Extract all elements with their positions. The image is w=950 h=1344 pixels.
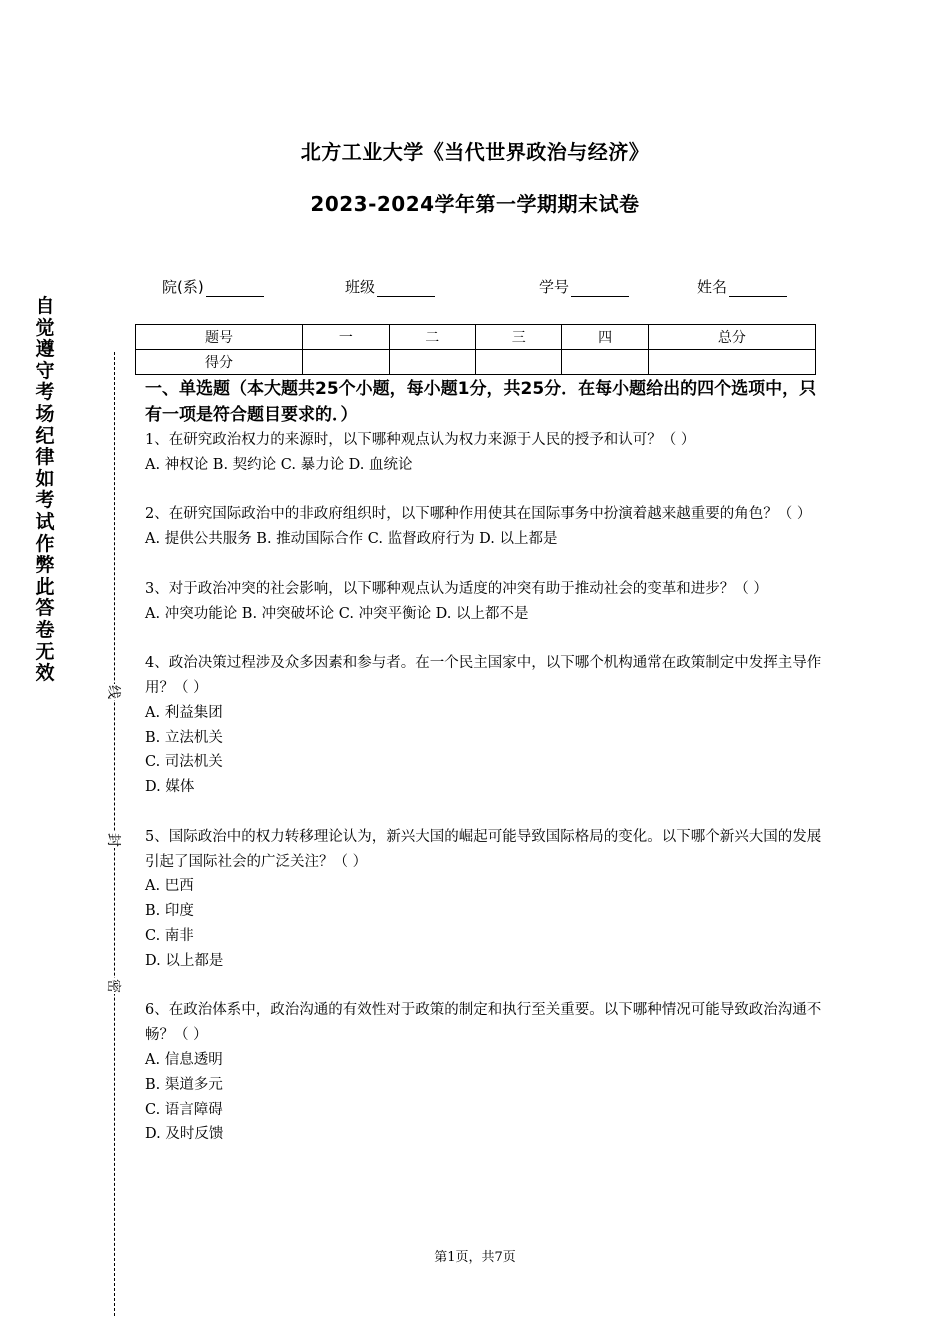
name-field[interactable] [697,276,787,297]
score-table [135,324,816,375]
question-stem: 5、国际政治中的权力转移理论认为，新兴大国的崛起可能导致国际格局的变化。以下哪个新兴大国的发展引起了国际社会的广泛关注？（ ） [145,828,822,870]
department-label: 院(系) [162,278,204,296]
question-5 [145,825,825,974]
question-options[interactable]: A. 冲突功能论 B. 冲突破坏论 C. 冲突平衡论 D. 以上都不是 [145,605,529,622]
question-stem: 6、在政治体系中，政治沟通的有效性对于政策的制定和执行至关重要。以下哪种情况可能导致政治沟通不畅？（ ） [145,1002,822,1044]
score-header-cell: 题号 [136,325,303,350]
option-b[interactable]: B. 印度 [145,903,194,920]
score-header-cell: 二 [389,325,475,350]
score-cell[interactable] [303,350,389,375]
option-d[interactable]: D. 及时反馈 [145,1126,224,1143]
question-6 [145,998,825,1147]
score-cell[interactable] [562,350,648,375]
binding-notice: 自觉遵守考场纪律如考试作弊此答卷无效 [35,295,55,685]
page-footer: 第1页，共7页 [434,1250,516,1265]
question-3 [145,577,825,627]
score-table-score-row [136,350,816,375]
option-a[interactable]: A. 信息透明 [145,1051,223,1068]
question-options[interactable]: A. 神权论 B. 契约论 C. 暴力论 D. 血统论 [145,456,413,473]
student-info-row [0,276,950,300]
score-header-cell: 三 [475,325,561,350]
class-label: 班级 [345,278,376,296]
department-blank[interactable] [206,280,264,297]
question-stem: 1、在研究政治权力的来源时，以下哪种观点认为权力来源于人民的授予和认可？（ ） [145,432,696,448]
option-a[interactable]: A. 利益集团 [145,704,223,721]
question-stem: 4、政治决策过程涉及众多因素和参与者。在一个民主国家中，以下哪个机构通常在政策制定中发挥主导作用？（ ） [145,655,822,696]
question-stem: 3、对于政治冲突的社会影响，以下哪种观点认为适度的冲突有助于推动社会的变革和进步？（ ） [145,580,768,597]
name-blank[interactable] [729,280,787,297]
exam-title-line1: 北方工业大学《当代世界政治与经济》 [300,140,650,164]
option-c[interactable]: C. 语言障碍 [145,1101,223,1118]
option-b[interactable]: B. 立法机关 [145,729,223,746]
question-stem: 2、在研究国际政治中的非政府组织时，以下哪种作用使其在国际事务中扮演着越来越重要的角色？（ ） [145,506,812,523]
question-options[interactable]: A. 提供公共服务 B. 推动国际合作 C. 监督政府行为 D. 以上都是 [145,531,558,548]
name-label: 姓名 [697,278,728,296]
class-field[interactable] [345,276,435,297]
binding-mark-close: 密 [104,978,124,994]
score-cell[interactable] [648,350,815,375]
binding-mark-seal: 封 [104,832,124,848]
score-header-cell: 一 [303,325,389,350]
exam-content [145,376,825,1147]
student-id-blank[interactable] [571,280,629,297]
question-2 [145,502,825,552]
class-blank[interactable] [377,280,435,297]
score-cell[interactable] [389,350,475,375]
question-1 [145,428,825,478]
score-header-cell: 四 [562,325,648,350]
score-header-cell: 总分 [648,325,815,350]
option-d[interactable]: D. 媒体 [145,779,195,796]
score-row-label: 得分 [136,350,303,375]
option-a[interactable]: A. 巴西 [145,878,194,895]
department-field[interactable] [162,276,264,297]
option-d[interactable]: D. 以上都是 [145,952,224,969]
section-heading: 一、单选题（本大题共25个小题，每小题1分，共25分．在每小题给出的四个选项中，只有一项是符合题目要求的．） [145,379,817,425]
student-id-label: 学号 [539,278,570,296]
option-c[interactable]: C. 司法机关 [145,754,223,771]
option-b[interactable]: B. 渠道多元 [145,1076,223,1093]
score-cell[interactable] [475,350,561,375]
binding-mark-line: 线 [104,684,124,700]
option-c[interactable]: C. 南非 [145,927,194,944]
question-4 [145,651,825,800]
student-id-field[interactable] [539,276,629,297]
score-table-header-row [136,325,816,350]
exam-title-line2: 2023-2024学年第一学期期末试卷 [310,192,640,216]
